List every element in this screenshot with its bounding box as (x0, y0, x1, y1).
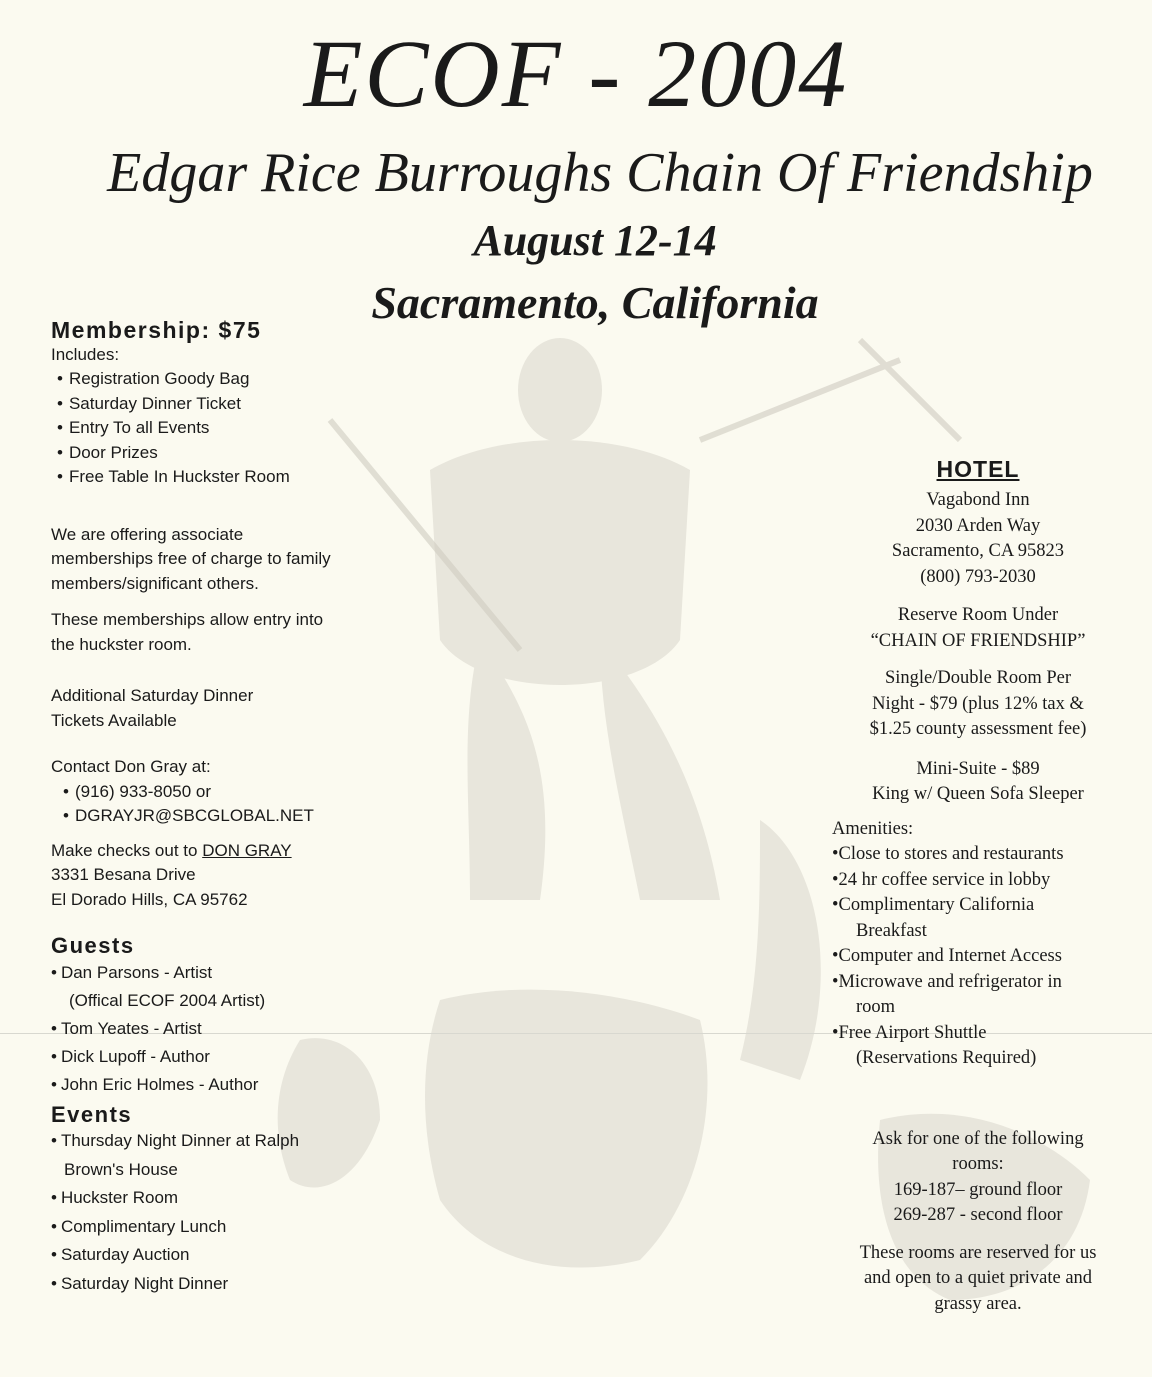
text-line: rooms: (952, 1154, 1004, 1174)
text-line: We are offering associate (51, 524, 244, 544)
text-line: grassy area. (934, 1293, 1022, 1314)
list-item: • Huckster Room (51, 1184, 471, 1213)
events-heading: Events (51, 1101, 133, 1127)
guests-list (51, 959, 471, 1099)
text-line: Ask for one of the following (872, 1128, 1084, 1149)
text-line: $1.25 county assessment fee) (869, 719, 1087, 739)
checks-line (51, 839, 471, 864)
page-title: ECOF - 2004 (303, 20, 849, 127)
contact-block (51, 755, 471, 829)
text-line: King w/ Queen Sofa Sleeper (872, 784, 1084, 804)
amenities-block (818, 817, 1138, 1072)
list-item-continued: Breakfast (856, 920, 927, 941)
list-item: • Door Prizes (51, 441, 471, 466)
events-list (51, 1127, 471, 1298)
list-item-continued: Brown's House (64, 1159, 178, 1179)
text-line: 269-287 - second floor (893, 1205, 1063, 1225)
list-item: • Saturday Night Dinner (51, 1270, 471, 1299)
checks-prefix: Make checks out to (51, 840, 203, 860)
room-request (818, 1127, 1138, 1229)
list-item: • Tom Yeates - Artist (51, 1015, 471, 1043)
event-location: Sacramento, California (371, 277, 819, 328)
left-column (51, 318, 471, 1298)
list-item: • Entry To all Events (51, 416, 471, 441)
text-line: Mini-Suite - $89 (916, 758, 1040, 779)
list-item-continued: (Reservations Required) (856, 1048, 1037, 1068)
contact-label: Contact Don Gray at: (51, 757, 211, 776)
list-item: • Complimentary Lunch (51, 1213, 471, 1242)
list-item: • 24 hr coffee service in lobby (832, 868, 1138, 894)
dinner-text (51, 684, 471, 733)
checks-block (51, 839, 471, 913)
event-dates: August 12-14 (473, 216, 717, 265)
text-line: Reserve Room Under (897, 605, 1059, 625)
list-item: • Saturday Dinner Ticket (51, 392, 471, 417)
text-line: These memberships allow entry into (51, 610, 324, 629)
list-item-continued: room (856, 997, 896, 1017)
membership-heading: Membership: $75 (51, 317, 262, 343)
hotel-address (818, 488, 1138, 590)
list-item: • Dick Lupoff - Author (51, 1043, 471, 1071)
membership-includes-list (51, 367, 471, 490)
address-line: 3331 Besana Drive (51, 865, 196, 884)
list-item: • Computer and Internet Access (832, 944, 1138, 970)
hotel-name: Vagabond Inn (926, 490, 1030, 510)
page-subtitle: Edgar Rice Burroughs Chain Of Friendship (107, 142, 1093, 204)
rooms-note (818, 1241, 1138, 1318)
hotel-heading: HOTEL (936, 456, 1020, 482)
list-item: • Microwave and refrigerator in (832, 970, 1138, 996)
associate-text (51, 523, 471, 597)
text-line: members/significant others. (51, 573, 259, 593)
text-line: Single/Double Room Per (884, 668, 1072, 688)
text-line: These rooms are reserved for us (859, 1242, 1097, 1263)
includes-label: Includes: (51, 344, 120, 364)
contact-email[interactable]: • DGRAYJR@SBCGLOBAL.NET (51, 804, 471, 829)
suite-rate (818, 757, 1138, 808)
text-line: and open to a quiet private and (863, 1268, 1093, 1288)
text-line: the huckster room. (51, 634, 192, 654)
amenities-list (818, 842, 1138, 1072)
list-item: • John Eric Holmes - Author (51, 1071, 471, 1099)
allow-text (51, 608, 471, 657)
text-line: “CHAIN OF FRIENDSHIP” (870, 630, 1086, 651)
list-item: • Registration Goody Bag (51, 367, 471, 392)
list-item: • Free Airport Shuttle (832, 1021, 1138, 1047)
text-line: Additional Saturday Dinner (51, 686, 254, 705)
hotel-street: 2030 Arden Way (915, 515, 1041, 536)
text-line: Tickets Available (51, 710, 177, 730)
guest-note: (Offical ECOF 2004 Artist) (69, 990, 266, 1010)
hotel-city: Sacramento, CA 95823 (891, 541, 1065, 561)
text-line: memberships free of charge to family (51, 549, 331, 568)
list-item: • Thursday Night Dinner at Ralph (51, 1127, 471, 1156)
checks-payee: DON GRAY (202, 840, 292, 860)
list-item: • Dan Parsons - Artist (51, 959, 471, 987)
guests-heading: Guests (51, 933, 135, 958)
contact-phone: • (916) 933-8050 or (51, 780, 471, 805)
list-item: • Complimentary California (832, 893, 1138, 919)
list-item: • Close to stores and restaurants (832, 842, 1138, 868)
text-line: 169-187– ground floor (893, 1179, 1063, 1200)
list-item: • Free Table In Huckster Room (51, 465, 471, 490)
reserve-text (818, 603, 1138, 654)
amenities-label: Amenities: (832, 818, 914, 839)
right-column (818, 452, 1138, 1317)
text-line: Night - $79 (plus 12% tax & (872, 693, 1084, 714)
list-item: • Saturday Auction (51, 1241, 471, 1270)
room-rate (818, 666, 1138, 743)
hotel-phone: (800) 793-2030 (920, 566, 1036, 587)
address-line: El Dorado Hills, CA 95762 (51, 889, 248, 909)
